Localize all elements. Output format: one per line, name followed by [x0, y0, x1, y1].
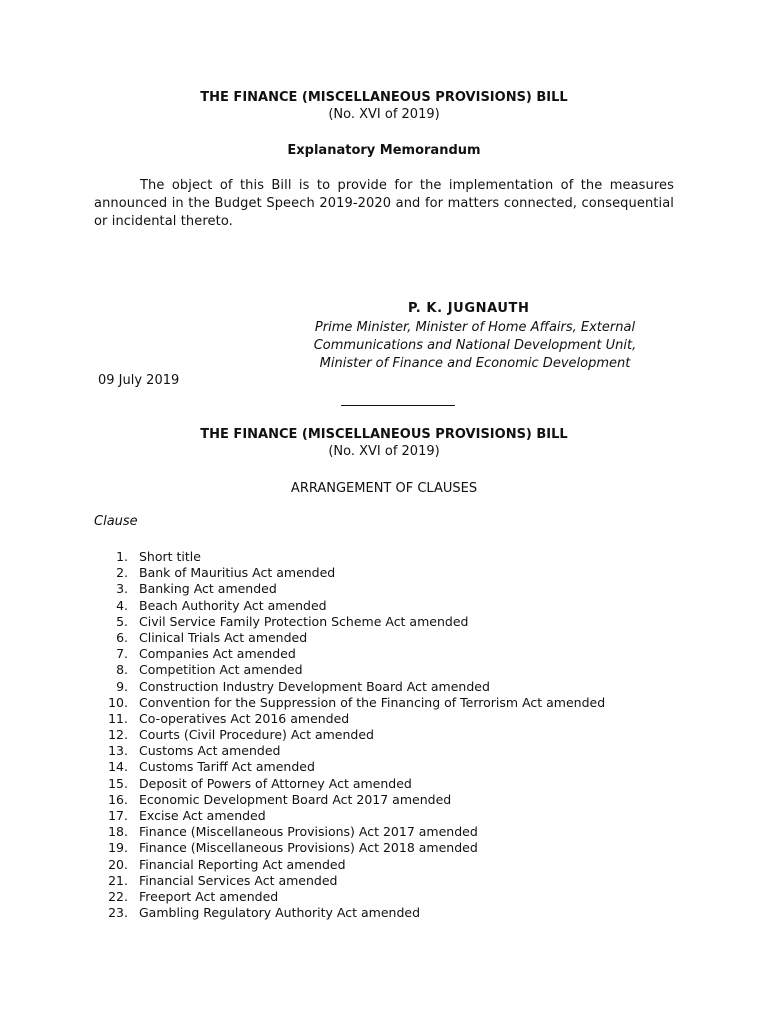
signatory-name: P. K. JUGNAUTH	[408, 301, 530, 316]
clause-number: 12.	[108, 727, 128, 743]
clause-title: Convention for the Suppression of the Financing of Terrorism Act amended	[139, 694, 606, 710]
arrangement-bill-title: THE FINANCE (MISCELLANEOUS PROVISIONS) BILL	[200, 427, 568, 442]
clause-title: Financial Reporting Act amended	[139, 856, 346, 872]
clause-item	[94, 905, 605, 921]
clause-number: 17.	[108, 808, 128, 823]
clause-item	[94, 630, 605, 646]
clause-number: 21.	[108, 872, 128, 888]
clause-item	[94, 792, 605, 808]
clause-number: 9.	[116, 678, 128, 694]
memo-date: 09 July 2019	[98, 373, 180, 388]
clause-title: Excise Act amended	[139, 808, 266, 823]
signatory-title-line-3: Minister of Finance and Economic Development	[319, 356, 631, 371]
clause-item	[94, 776, 605, 792]
clause-number: 19.	[108, 840, 128, 856]
clause-number: 13.	[108, 743, 128, 759]
clause-item	[94, 549, 605, 565]
clause-item	[94, 646, 605, 662]
clause-number: 6.	[116, 629, 128, 645]
clause-item	[94, 889, 605, 905]
clause-item	[94, 614, 605, 630]
clause-title: Competition Act amended	[139, 662, 303, 678]
clause-column-label: Clause	[94, 514, 138, 529]
clause-number: 18.	[108, 824, 128, 840]
clause-title: Clinical Trials Act amended	[139, 629, 308, 645]
clause-number: 15.	[108, 775, 128, 791]
clause-title: Short title	[139, 549, 201, 564]
clause-title: Deposit of Powers of Attorney Act amended	[139, 775, 412, 791]
clause-title: Customs Act amended	[139, 743, 281, 759]
clause-title: Construction Industry Development Board Act amended	[139, 678, 490, 694]
signatory-title-line-2: Communications and National Development Unit,	[313, 338, 637, 353]
clause-number: 11.	[108, 710, 128, 726]
clause-title: Financial Services Act amended	[139, 872, 338, 888]
clause-title: Freeport Act amended	[139, 888, 279, 904]
clause-item	[94, 808, 605, 824]
clause-item	[94, 727, 605, 743]
clause-number: 8.	[116, 662, 128, 678]
clause-number: 4.	[116, 597, 128, 613]
clause-title: Finance (Miscellaneous Provisions) Act 2017 amended	[139, 824, 478, 840]
clause-item	[94, 711, 605, 727]
clause-title: Finance (Miscellaneous Provisions) Act 2018 amended	[139, 840, 478, 856]
clause-item	[94, 679, 605, 695]
signatory-title-line-1: Prime Minister, Minister of Home Affairs, External	[314, 320, 636, 335]
memo-heading: Explanatory Memorandum	[287, 143, 481, 158]
clause-title: Companies Act amended	[139, 646, 296, 662]
clause-number: 20.	[108, 856, 128, 872]
clause-item	[94, 873, 605, 889]
clause-item	[94, 840, 605, 856]
clause-title: Beach Authority Act amended	[139, 597, 327, 613]
clause-item	[94, 662, 605, 678]
clause-title: Bank of Mauritius Act amended	[139, 565, 336, 581]
clause-number: 10.	[108, 694, 128, 710]
clause-number: 22.	[108, 888, 128, 904]
arrangement-heading: ARRANGEMENT OF CLAUSES	[290, 481, 478, 496]
clause-item	[94, 759, 605, 775]
clause-title: Banking Act amended	[139, 581, 277, 597]
clause-title: Gambling Regulatory Authority Act amended	[139, 905, 421, 921]
clause-title: Co-operatives Act 2016 amended	[139, 710, 350, 726]
clause-item	[94, 743, 605, 759]
clause-list	[94, 549, 605, 921]
clause-item	[94, 598, 605, 614]
clause-number: 7.	[116, 646, 128, 662]
memo-paragraph: The object of this Bill is to provide for the implementation of the measures announced in the Budget Speech 2019-2020 and for matters connected, consequential or incidental thereto.	[94, 178, 674, 229]
arrangement-bill-number: (No. XVI of 2019)	[328, 444, 440, 459]
clause-number: 2.	[116, 565, 128, 581]
clause-item	[94, 581, 605, 597]
clause-number: 1.	[116, 549, 128, 564]
section-divider	[341, 405, 455, 406]
clause-number: 3.	[116, 581, 128, 597]
clause-title: Civil Service Family Protection Scheme Act amended	[139, 613, 469, 629]
memo-bill-number: (No. XVI of 2019)	[328, 107, 440, 122]
clause-number: 23.	[108, 905, 128, 921]
clause-item	[94, 565, 605, 581]
clause-number: 14.	[108, 759, 128, 775]
memo-bill-title: THE FINANCE (MISCELLANEOUS PROVISIONS) BILL	[200, 90, 568, 105]
clause-item	[94, 824, 605, 840]
clause-title: Courts (Civil Procedure) Act amended	[139, 727, 374, 743]
clause-item	[94, 695, 605, 711]
clause-item	[94, 857, 605, 873]
clause-title: Customs Tariff Act amended	[139, 759, 315, 775]
clause-title: Economic Development Board Act 2017 amended	[139, 791, 452, 807]
clause-number: 16.	[108, 791, 128, 807]
clause-number: 5.	[116, 613, 128, 629]
